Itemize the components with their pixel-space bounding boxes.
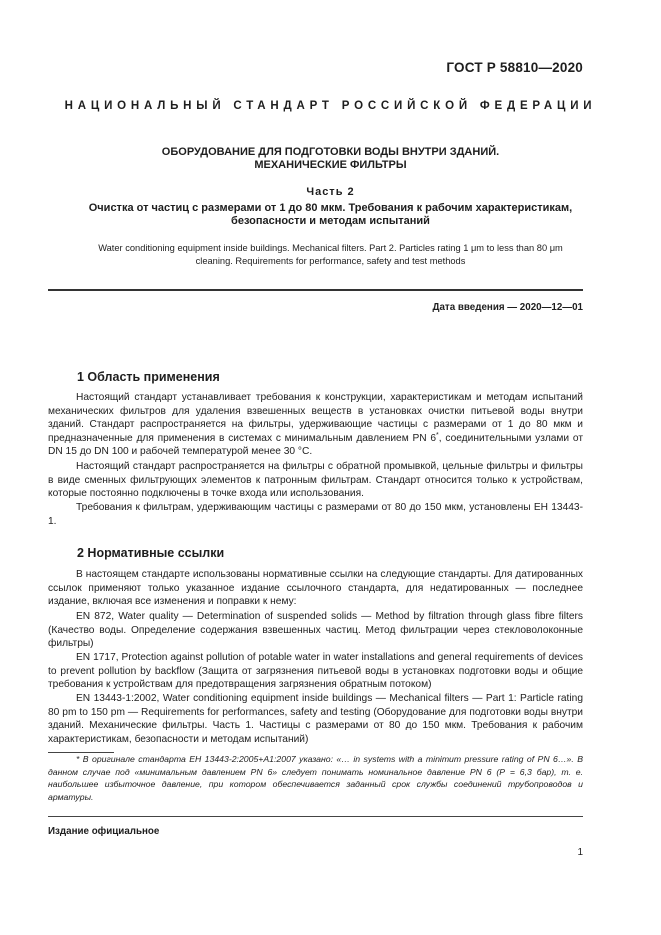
english-title-line-1: Water conditioning equipment inside buildings. Mechanical filters. Part 2. Particles rating 1 μm to less than 80 μm bbox=[98, 243, 563, 253]
footnote-marker: * bbox=[436, 431, 439, 439]
section-2-heading: 2 Нормативные ссылки bbox=[77, 546, 225, 560]
header-divider bbox=[48, 289, 583, 291]
national-standard-heading: НАЦИОНАЛЬНЫЙ СТАНДАРТ РОССИЙСКОЙ ФЕДЕРАЦИИ bbox=[64, 100, 597, 112]
section-1-heading: 1 Область применения bbox=[77, 370, 220, 384]
title-line-2: МЕХАНИЧЕСКИЕ ФИЛЬТРЫ bbox=[254, 159, 407, 171]
section-1-paragraph-1-text-a: Настоящий стандарт устанавливает требования к конструкции, характеристикам и методам испытаний механических фильтров для удаления взвешенных веществ в установках очистки питьевой воды внутри зданий. Стандарт распространяется на фильтры, удерживающие частицы с размерами от 1 до 80 мкм и предназначенные для применения в системах с минимальным давлением PN 6 bbox=[48, 392, 583, 444]
footer-divider bbox=[48, 816, 583, 817]
english-title-line-2: cleaning. Requirements for performance, safety and test methods bbox=[195, 255, 466, 266]
document-subtitle bbox=[60, 202, 601, 228]
section-1-paragraph-1-text-b: , соединительными узлами от DN 15 до DN 100 и рабочей температурой менее 30 °С. bbox=[48, 432, 583, 458]
effective-date: Дата введения — 2020—12—01 bbox=[432, 302, 583, 313]
subtitle-line-2: безопасности и методам испытаний bbox=[231, 215, 430, 227]
gost-code: ГОСТ Р 58810—2020 bbox=[446, 60, 583, 75]
page-number: 1 bbox=[577, 847, 583, 858]
section-1-paragraph-2: Настоящий стандарт распространяется на фильтры с обратной промывкой, цельные фильтры и фильтры в виде сменных фильтрующих элементов к патронным фильтрам. Стандарт относится только к устройствам, которые постоянно подключены в точке входа или использования. bbox=[48, 461, 583, 500]
title-line-1: ОБОРУДОВАНИЕ ДЛЯ ПОДГОТОВКИ ВОДЫ ВНУТРИ ЗДАНИЙ. bbox=[161, 146, 500, 158]
section-1-paragraph-1 bbox=[48, 391, 583, 459]
section-2-reference-en-1717: EN 1717, Protection against pollution of potable water in water installations and general requirements of devices to prevent pollution by backflow (Защита от загрязнения питьевой воды в установках подготовки воды и общие требования к устройствам для предотвращения загрязнения обратным потоком) bbox=[48, 652, 583, 691]
official-edition-label: Издание официальное bbox=[48, 826, 160, 837]
section-1-paragraph-3: Требования к фильтрам, удерживающим частицы с размерами от 80 до 150 мкм, установлены ЕН 13443-1. bbox=[48, 502, 583, 527]
document-title bbox=[60, 146, 601, 172]
section-2-paragraph-1: В настоящем стандарте использованы нормативные ссылки на следующие стандарты. Для датированных ссылок применяют только указанное издание ссылочного стандарта, для недатированных — последнее издание, включая все изменения и поправки к нему: bbox=[48, 569, 583, 608]
part-label: Часть 2 bbox=[306, 186, 355, 198]
subtitle-line-1: Очистка от частиц с размерами от 1 до 80 мкм. Требования к рабочим характеристикам, bbox=[88, 202, 573, 214]
section-2-reference-en-13443-1: EN 13443-1:2002, Water conditioning equipment inside buildings — Mechanical filters — Part 1: Particle rating 80 pm to 150 pm — Requirements for performances, safety and testing (Оборудование для подготовки воды внутри зданий. Механические фильтры. Часть 1. Частицы с размерами от 80 до 150 мкм. Требования к рабочим характеристикам, безопасности и методам испытаний) bbox=[48, 693, 583, 745]
section-2-reference-en-872: EN 872, Water quality — Determination of suspended solids — Method by filtration through glass fibre filters (Качество воды. Определение содержания взвешенных частиц. Метод фильтрации через стекловолоконные фильтры) bbox=[48, 611, 583, 650]
english-title bbox=[50, 242, 611, 267]
footnote: * В оригинале стандарта ЕН 13443-2:2005+А1:2007 указано: «… in systems with a minimum pressure rating of PN 6…». В данном случае под «минимальным давлением PN 6» следует понимать номинальное давление PN 6 (Р = 6,3 бар), т. е. наибольшее избыточное давление, при котором обеспечивается заданный срок службы соединений трубопроводов и арматуры. bbox=[48, 754, 583, 802]
